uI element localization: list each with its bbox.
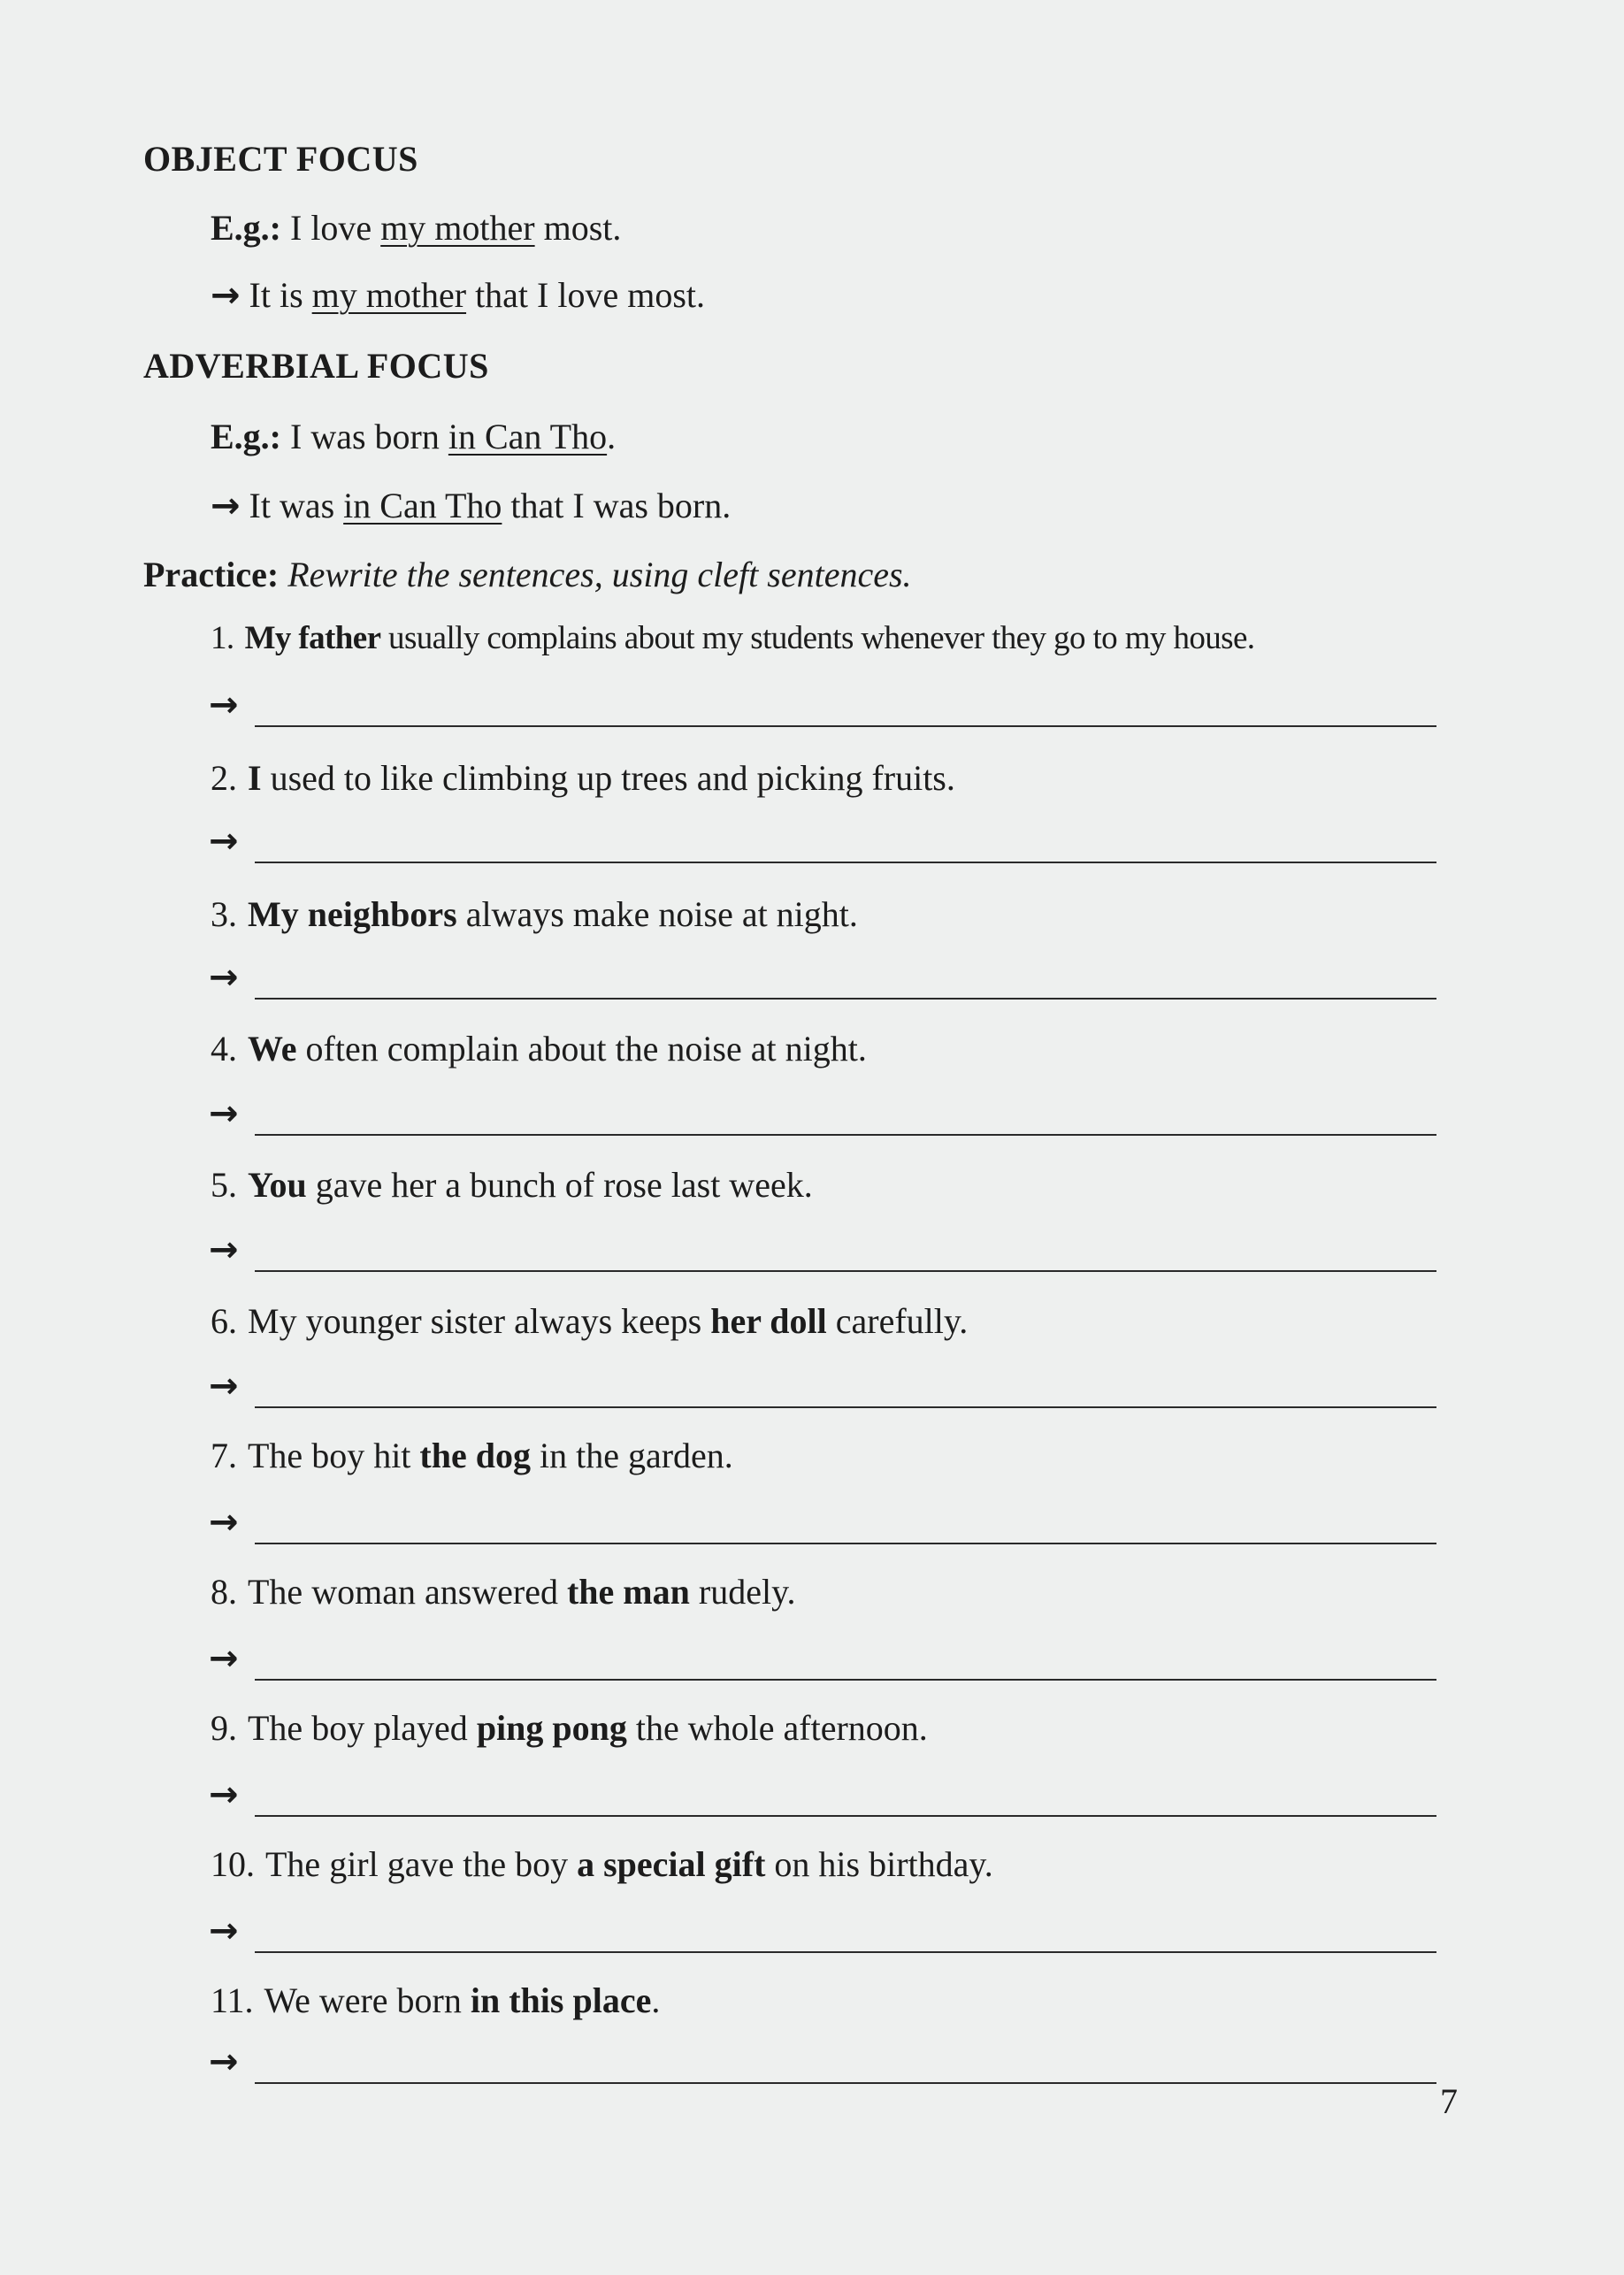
- item-focus-text: My neighbors: [248, 894, 457, 934]
- arrow-icon: →: [209, 957, 239, 998]
- eg-focus: in Can Tho: [448, 417, 608, 456]
- answer-line[interactable]: [255, 1679, 1436, 1681]
- eg-label: E.g.:: [211, 417, 281, 456]
- item-number: 7.: [211, 1436, 237, 1475]
- eg-label: E.g.:: [211, 208, 281, 248]
- item-text-post: usually complains about my students whenever they go to my house.: [380, 620, 1255, 656]
- item-focus-text: You: [248, 1165, 307, 1205]
- exercise-item: [211, 1164, 813, 1206]
- practice-label: Practice:: [143, 555, 280, 594]
- object-focus-heading: OBJECT FOCUS: [143, 139, 418, 179]
- item-text-post: carefully.: [826, 1301, 969, 1341]
- answer-line[interactable]: [255, 862, 1436, 863]
- item-text-post: used to like climbing up trees and picking fruits.: [261, 758, 955, 798]
- answer-line[interactable]: [255, 1543, 1436, 1544]
- exercise-item: [211, 619, 1254, 657]
- exercise-item: [211, 1980, 660, 2021]
- answer-line[interactable]: [255, 1951, 1436, 1953]
- item-text-post: rudely.: [689, 1572, 796, 1612]
- arrow-icon: →: [209, 1638, 239, 1679]
- arrow-icon: →: [209, 1366, 239, 1406]
- eg-pre: I was born: [290, 417, 448, 456]
- item-focus-text: in this place: [470, 1980, 652, 2020]
- arrow-icon: →: [209, 1229, 239, 1270]
- item-text-pre: The boy played: [248, 1708, 477, 1748]
- exercise-item: [211, 893, 858, 935]
- item-text-post: on his birthday.: [765, 1844, 993, 1884]
- item-text-post: gave her a bunch of rose last week.: [306, 1165, 813, 1205]
- item-number: 8.: [211, 1572, 237, 1612]
- adverbial-focus-cleft: [211, 485, 731, 526]
- item-text-post: in the garden.: [531, 1436, 733, 1475]
- item-text-pre: The boy hit: [248, 1436, 420, 1475]
- item-focus-text: the dog: [419, 1436, 531, 1475]
- object-focus-example: [211, 207, 621, 249]
- item-text-post: often complain about the noise at night.: [296, 1029, 867, 1069]
- item-number: 5.: [211, 1165, 237, 1205]
- practice-text: Rewrite the sentences, using cleft sentences.: [287, 555, 912, 594]
- answer-line[interactable]: [255, 1134, 1436, 1136]
- eg-post: most.: [534, 208, 622, 248]
- answer-line[interactable]: [255, 998, 1436, 1000]
- exercise-item: [211, 1300, 968, 1342]
- exercise-item: [211, 1571, 795, 1612]
- arrow-icon: →: [209, 821, 239, 862]
- answer-line[interactable]: [255, 1270, 1436, 1272]
- item-text-pre: My younger sister always keeps: [248, 1301, 711, 1341]
- item-text-post: .: [651, 1980, 661, 2020]
- cleft-post: that I love most.: [466, 275, 706, 315]
- item-focus-text: ping pong: [476, 1708, 627, 1748]
- item-number: 10.: [211, 1844, 255, 1884]
- exercise-item: [211, 1843, 993, 1885]
- exercise-item: [211, 1028, 867, 1069]
- adverbial-focus-example: [211, 416, 616, 457]
- answer-line[interactable]: [255, 725, 1436, 727]
- cleft-focus: in Can Tho: [343, 486, 502, 525]
- answer-line[interactable]: [255, 2082, 1436, 2084]
- answer-line[interactable]: [255, 1815, 1436, 1817]
- item-focus-text: a special gift: [577, 1844, 766, 1884]
- item-focus-text: I: [248, 758, 262, 798]
- adverbial-focus-heading: ADVERBIAL FOCUS: [143, 346, 489, 386]
- arrow-icon: →: [209, 2041, 239, 2082]
- exercise-item: [211, 1435, 733, 1476]
- item-number: 1.: [211, 620, 234, 656]
- object-focus-cleft: [211, 274, 705, 316]
- item-number: 3.: [211, 894, 237, 934]
- item-text-post: the whole afternoon.: [626, 1708, 928, 1748]
- exercise-item: [211, 1707, 928, 1749]
- arrow-icon: →: [209, 1502, 239, 1543]
- exercise-item: [211, 757, 955, 799]
- arrow-icon: →: [209, 1911, 239, 1951]
- item-text-pre: The girl gave the boy: [265, 1844, 578, 1884]
- item-number: 4.: [211, 1029, 237, 1069]
- arrow-icon: →: [209, 685, 239, 725]
- item-number: 2.: [211, 758, 237, 798]
- eg-post: .: [607, 417, 617, 456]
- answer-line[interactable]: [255, 1406, 1436, 1408]
- item-text-pre: We were born: [264, 1980, 471, 2020]
- item-number: 11.: [211, 1980, 254, 2020]
- item-number: 6.: [211, 1301, 237, 1341]
- item-focus-text: My father: [244, 620, 381, 656]
- eg-pre: I love: [290, 208, 381, 248]
- item-text-post: always make noise at night.: [456, 894, 858, 934]
- practice-instruction: [143, 554, 912, 595]
- arrow-icon: →: [211, 275, 241, 316]
- item-number: 9.: [211, 1708, 237, 1748]
- cleft-post: that I was born.: [502, 486, 732, 525]
- item-focus-text: the man: [566, 1572, 690, 1612]
- item-focus-text: We: [248, 1029, 297, 1069]
- arrow-icon: →: [211, 486, 241, 526]
- cleft-pre: It is: [249, 275, 312, 315]
- item-focus-text: her doll: [710, 1301, 827, 1341]
- page-number: 7: [1440, 2081, 1458, 2121]
- cleft-focus: my mother: [311, 275, 467, 315]
- item-text-pre: The woman answered: [248, 1572, 567, 1612]
- arrow-icon: →: [209, 1774, 239, 1815]
- eg-focus: my mother: [380, 208, 535, 248]
- arrow-icon: →: [209, 1093, 239, 1134]
- cleft-pre: It was: [249, 486, 344, 525]
